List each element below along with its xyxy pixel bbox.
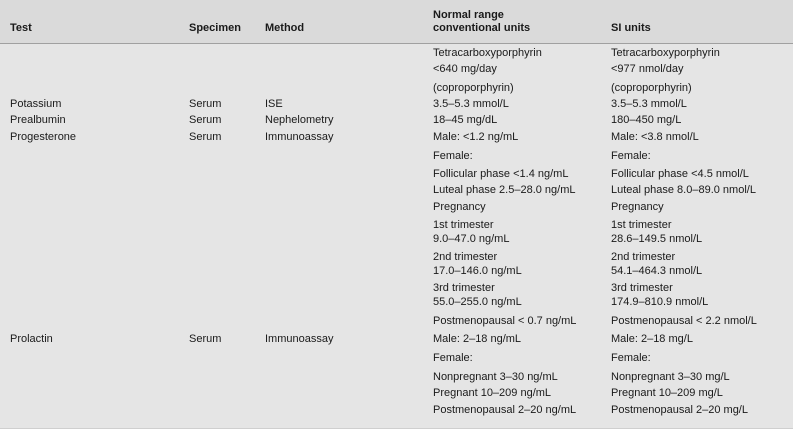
- cell-si-line: 3rd trimester: [611, 282, 673, 294]
- cell-conventional-line: Follicular phase <1.4 ng/mL: [433, 168, 569, 180]
- cell-conventional-line: 55.0–255.0 ng/mL: [433, 296, 522, 308]
- cell-si-line: 174.9–810.9 nmol/L: [611, 296, 709, 308]
- cell-si-line: Nonpregnant 3–30 mg/L: [611, 371, 730, 383]
- cell-specimen: Serum: [189, 333, 222, 345]
- cell-test: Prealbumin: [10, 114, 66, 126]
- cell-si-line: 3.5–5.3 mmol/L: [611, 98, 687, 110]
- cell-conventional-line: Female:: [433, 150, 473, 162]
- cell-si-line: Pregnancy: [611, 201, 664, 213]
- header-normal-range-line-2: conventional units: [433, 22, 531, 34]
- cell-conventional-line: <640 mg/day: [433, 63, 497, 75]
- cell-si-line: Luteal phase 8.0–89.0 nmol/L: [611, 184, 756, 196]
- cell-si-line: 1st trimester: [611, 219, 672, 231]
- cell-si-line: 54.1–464.3 nmol/L: [611, 265, 703, 277]
- cell-conventional-line: 17.0–146.0 ng/mL: [433, 265, 522, 277]
- cell-conventional-line: Male: <1.2 ng/mL: [433, 131, 519, 143]
- cell-si-line: Male: 2–18 mg/L: [611, 333, 693, 345]
- cell-si-line: Postmenopausal < 2.2 nmol/L: [611, 315, 757, 327]
- header-test: Test: [10, 22, 32, 34]
- cell-test: Prolactin: [10, 333, 53, 345]
- cell-conventional-line: Luteal phase 2.5–28.0 ng/mL: [433, 184, 576, 196]
- cell-si-line: Male: <3.8 nmol/L: [611, 131, 699, 143]
- cell-conventional-line: 3rd trimester: [433, 282, 495, 294]
- cell-conventional-line: Pregnancy: [433, 201, 486, 213]
- cell-conventional-line: 1st trimester: [433, 219, 494, 231]
- cell-si-line: 180–450 mg/L: [611, 114, 682, 126]
- cell-si-line: <977 nmol/day: [611, 63, 684, 75]
- table-header: [0, 0, 793, 44]
- header-specimen: Specimen: [189, 22, 241, 34]
- cell-conventional-line: Pregnant 10–209 ng/mL: [433, 387, 552, 399]
- cell-conventional-line: Tetracarboxyporphyrin: [433, 47, 542, 59]
- cell-si-line: (coproporphyrin): [611, 82, 692, 94]
- cell-method: Nephelometry: [265, 114, 334, 126]
- cell-specimen: Serum: [189, 131, 222, 143]
- cell-conventional-line: 9.0–47.0 ng/mL: [433, 233, 510, 245]
- cell-specimen: Serum: [189, 98, 222, 110]
- cell-conventional-line: Male: 2–18 ng/mL: [433, 333, 522, 345]
- cell-conventional-line: 18–45 mg/dL: [433, 114, 498, 126]
- cell-method: ISE: [265, 98, 283, 110]
- cell-si-line: 28.6–149.5 nmol/L: [611, 233, 703, 245]
- cell-si-line: Tetracarboxyporphyrin: [611, 47, 720, 59]
- cell-conventional-line: Nonpregnant 3–30 ng/mL: [433, 371, 558, 383]
- cell-conventional-line: 3.5–5.3 mmol/L: [433, 98, 509, 110]
- cell-si-line: Postmenopausal 2–20 mg/L: [611, 404, 748, 416]
- header-method: Method: [265, 22, 305, 34]
- cell-test: Progesterone: [10, 131, 77, 143]
- cell-specimen: Serum: [189, 114, 222, 126]
- cell-conventional-line: Postmenopausal < 0.7 ng/mL: [433, 315, 577, 327]
- cell-si-line: Pregnant 10–209 mg/L: [611, 387, 723, 399]
- cell-conventional-line: 2nd trimester: [433, 251, 498, 263]
- cell-conventional-line: (coproporphyrin): [433, 82, 514, 94]
- header-normal-range: [433, 9, 530, 35]
- cell-si-line: Follicular phase <4.5 nmol/L: [611, 168, 749, 180]
- cell-conventional-line: Female:: [433, 352, 473, 364]
- cell-si-line: Female:: [611, 352, 651, 364]
- cell-method: Immunoassay: [265, 131, 334, 143]
- cell-method: Immunoassay: [265, 333, 334, 345]
- cell-conventional-line: Postmenopausal 2–20 ng/mL: [433, 404, 577, 416]
- cell-si-line: 2nd trimester: [611, 251, 676, 263]
- cell-si-line: Female:: [611, 150, 651, 162]
- cell-test: Potassium: [10, 98, 62, 110]
- header-normal-range-line-1: Normal range: [433, 9, 504, 21]
- header-si-units: SI units: [611, 22, 651, 34]
